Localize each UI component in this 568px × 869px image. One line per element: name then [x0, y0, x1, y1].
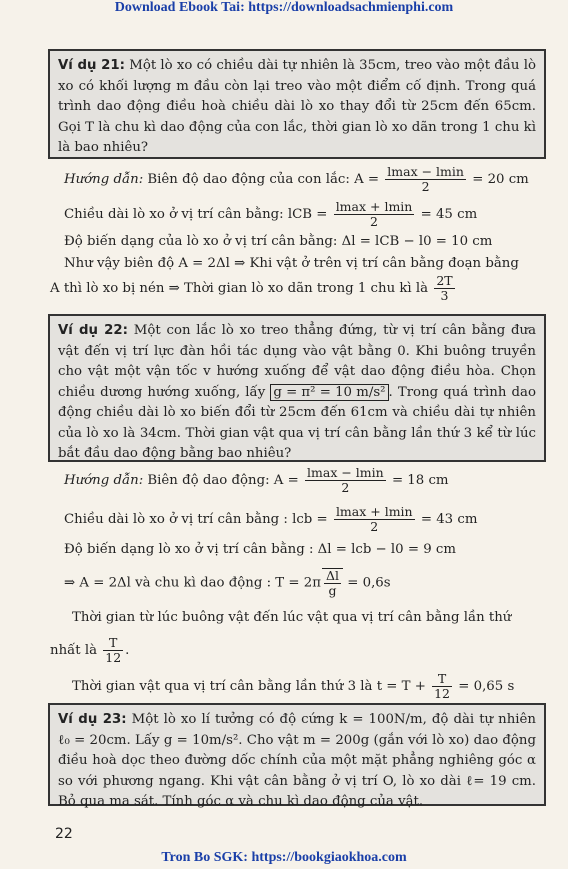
sol22-hint-label: Hướng dẫn: — [64, 473, 144, 488]
sol22-line-4 — [64, 568, 391, 598]
sol21-amplitude-result: = 20 cm — [472, 172, 529, 187]
sol21-line-2 — [64, 200, 477, 229]
example-22-box — [48, 314, 546, 462]
fraction-numerator: Δl — [325, 568, 340, 583]
sol22-third-pass-result: = 0,65 s — [458, 679, 515, 694]
fraction-numerator: lmax − lmin — [387, 164, 464, 179]
sol21-line-3: Độ biến dạng của lò xo ở vị trí cân bằng: Δl = lCB − l0 = 10 cm — [64, 234, 493, 249]
sol22-equilibrium-length-text: Chiều dài lò xo ở vị trí cân bằng : lcb = — [64, 512, 328, 527]
sol22-amplitude-result: = 18 cm — [391, 473, 449, 488]
example-22-title: Ví dụ 22: — [58, 323, 128, 338]
sol21-amplitude-fraction — [385, 165, 466, 194]
sol21-line-1 — [64, 165, 529, 194]
sol22-third-pass-text: Thời gian vật qua vị trí cân bằng lần thứ 3 là t = T + — [72, 679, 426, 694]
sol22-amplitude-fraction — [305, 466, 386, 495]
sol22-line-1 — [64, 466, 449, 495]
sol22-line-5: Thời gian từ lúc buông vật đến lúc vật qua vị trí cân bằng lần thứ — [72, 610, 512, 625]
fraction-numerator: T — [103, 636, 123, 651]
sol21-time-fraction — [434, 274, 454, 303]
sol22-line-3: Độ biến dạng lò xo ở vị trí cân bằng : Δl = lcb − l0 = 9 cm — [64, 542, 456, 557]
sol21-equilibrium-fraction — [334, 200, 415, 229]
sol21-equilibrium-result: = 45 cm — [420, 207, 478, 222]
sol22-line-7 — [72, 672, 514, 701]
fraction-denominator: 3 — [440, 288, 449, 303]
sol22-amplitude-text: Biên độ dao động: A = — [147, 473, 299, 488]
fraction-denominator: 12 — [105, 650, 122, 665]
example-21-text: Một lò xo có chiều dài tự nhiên là 35cm, treo vào một đầu lò xo có khối lượng m đầu còn lại treo vào một điểm cố định. Trong quá trình dao động điều hoà chiều dài lò xo thay đổi từ 25cm đến 65cm. Gọi T là chu kì dao động của con lắc, thời gian lò xo dãn trong 1 chu kì là bao nhiêu? — [58, 58, 536, 155]
example-21-box — [48, 49, 546, 159]
fraction-numerator: lmax + lmin — [335, 199, 413, 214]
example-22-formula: g = π² = 10 m/s² — [270, 384, 388, 401]
sol21-conclusion-text: A thì lò xo bị nén ⇒ Thời gian lò xo dãn trong 1 chu kì là — [50, 281, 429, 296]
example-23-box — [48, 703, 546, 809]
sol21-hint-label: Hướng dẫn: — [64, 172, 144, 187]
sol22-third-pass-fraction — [432, 672, 452, 701]
fraction-denominator: 2 — [421, 179, 430, 194]
fraction-numerator: lmax − lmin — [307, 465, 384, 480]
sol22-first-pass-fraction — [103, 636, 123, 665]
sol22-first-pass-text: nhất là — [50, 643, 98, 658]
fraction-numerator: 2T — [436, 273, 453, 288]
fraction-denominator: g — [328, 583, 337, 598]
sol22-period-sqrt — [322, 568, 343, 598]
example-22-text-1: Một con lắc lò xo treo thẳng đứng, từ vị trí cân bằng đưa vật đến vị trí lực đàn hồi tác dụng vào vật bằng 0. Khi buông truyền cho vật một vận tốc v hướng xuống để vật dao động điều hòa. Chọn chiều dương hướng xuống, lấy — [58, 323, 536, 400]
page-header: Download Ebook Tai: https://downloadsachmienphi.com — [114, 0, 454, 15]
sol21-line-5 — [50, 274, 457, 303]
sol22-line-2 — [64, 505, 477, 534]
sol22-period-fraction — [324, 569, 341, 598]
fraction-denominator: 2 — [370, 519, 379, 534]
sol22-period-result: = 0,6s — [347, 575, 391, 591]
example-22-text-2: . Trong quá trình dao động chiều dài lò xo biến đổi từ 25cm đến 61cm và chiều dài tự nhiên của lò xo là 34cm. Thời gian vật qua vị trí cân bằng lần thứ 3 kể từ lúc bắt đầu dao động bằng bao nhiêu? — [58, 384, 536, 461]
example-23-title: Ví dụ 23: — [58, 712, 127, 727]
fraction-denominator: 12 — [434, 686, 451, 701]
sol22-equilibrium-fraction — [334, 505, 415, 534]
fraction-numerator: T — [432, 672, 452, 687]
fraction-denominator: 2 — [341, 480, 350, 495]
sol21-equilibrium-length-text: Chiều dài lò xo ở vị trí cân bằng: lCB = — [64, 207, 328, 222]
fraction-numerator: lmax + lmin — [335, 504, 413, 519]
sol22-line-6: nhất là $\frac{T}{12}$ . — [50, 635, 130, 665]
fraction-denominator: 2 — [370, 214, 378, 229]
example-23-text: Một lò xo lí tưởng có độ cứng k = 100N/m, độ dài tự nhiên ℓ₀ = 20cm. Lấy g = 10m/s². Cho vật m = 200g (gắn với lò xo) dao động điều hoà dọc theo đường dốc chính của một mặt phẳng nghiêng góc α so với phương ngang. Khi vật cân bằng ở vị trí O, lò xo dài ℓ= 19 cm. Bỏ qua ma sát. Tính góc α và chu kì dao động của vật. — [58, 712, 536, 809]
sol21-line-4: Như vậy biên độ A = 2Δl ⇒ Khi vật ở trên vị trí cân bằng đoạn bằng — [64, 256, 519, 271]
page-footer: Tron Bo SGK: https://bookgiaokhoa.com — [161, 850, 407, 865]
sol21-amplitude-text: Biên độ dao động của con lắc: A = — [147, 172, 380, 187]
sol22-period-text: ⇒ A = 2Δl và chu kì dao động : T = 2π — [64, 575, 321, 591]
sol22-equilibrium-result: = 43 cm — [420, 512, 478, 527]
page-number: 22 — [55, 826, 73, 842]
example-21-title: Ví dụ 21: — [58, 58, 125, 73]
